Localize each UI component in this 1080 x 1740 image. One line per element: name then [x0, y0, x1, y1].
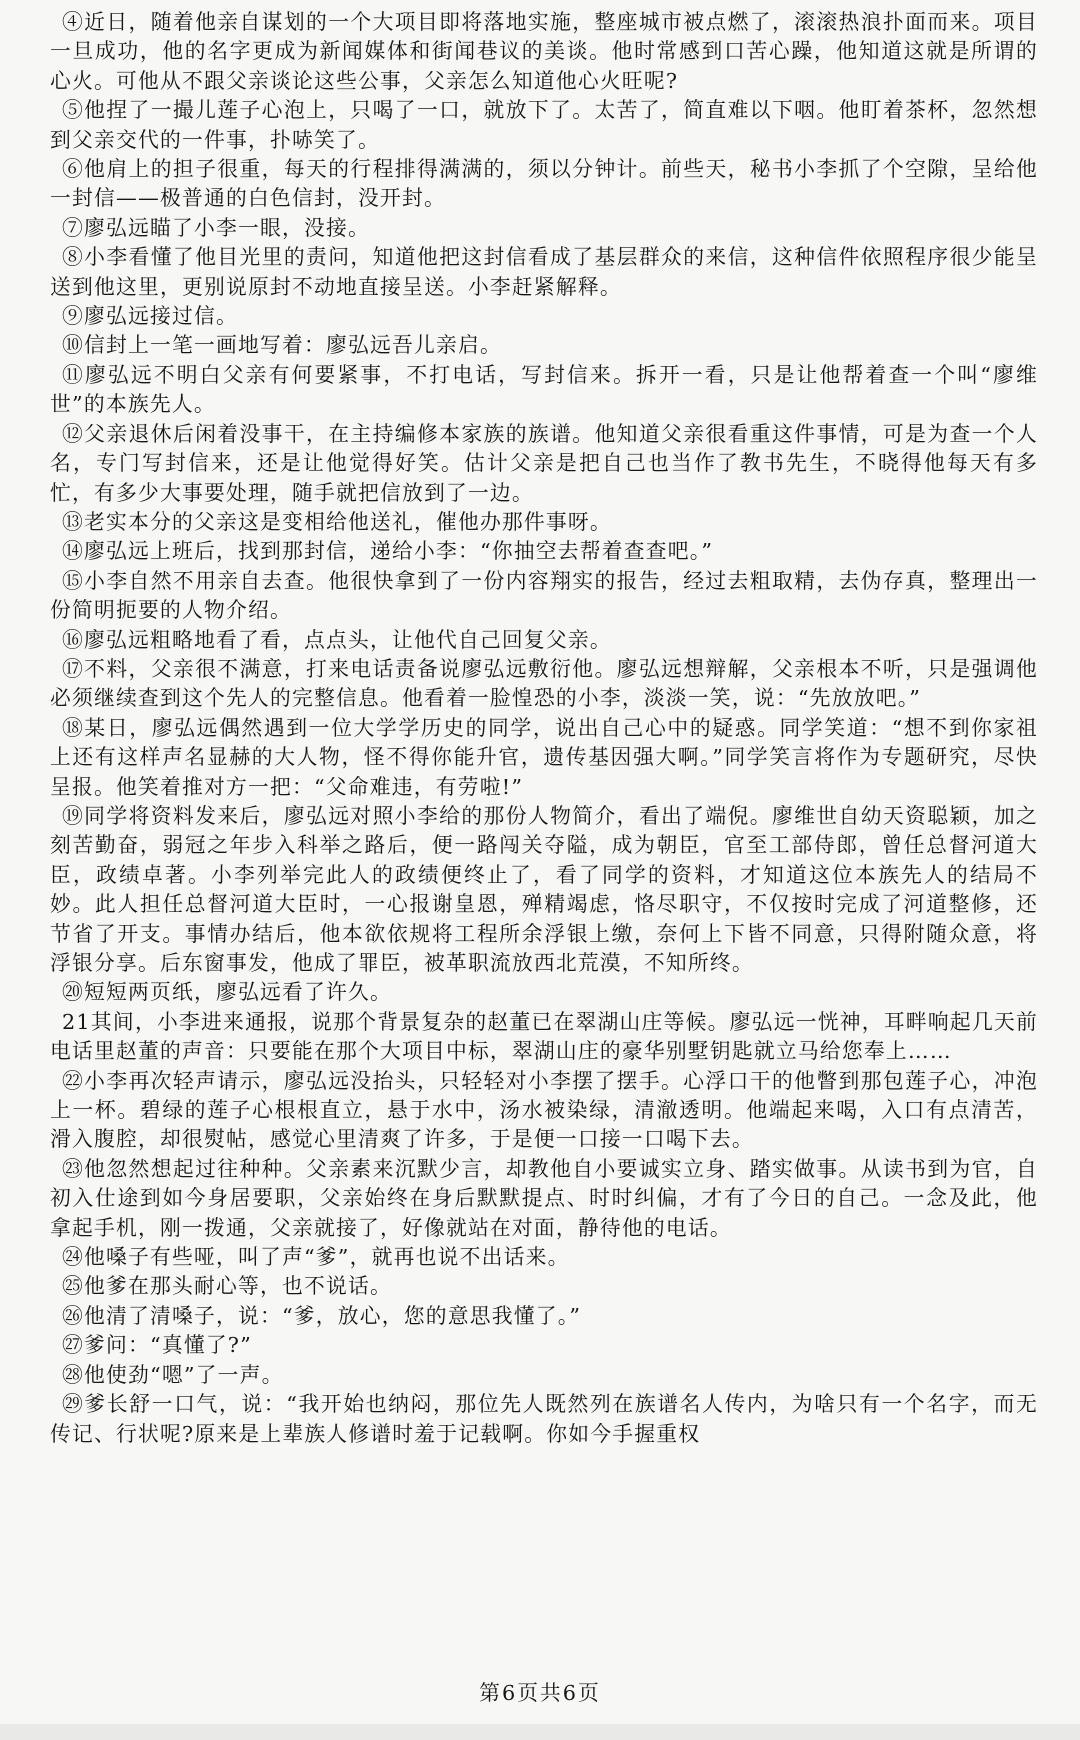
paragraph-24: ㉔他嗓子有些哑，叫了声“爹”，就再也说不出话来。 — [62, 1245, 570, 1270]
paragraph-21: 21其间，小李进来通报，说那个背景复杂的赵董已在翠湖山庄等候。廖弘远一恍神，耳畔响起几天前电话里赵董的声音：只要能在那个大项目中标，翠湖山庄的豪华别墅钥匙就立马给您奉上…… — [50, 1009, 1038, 1064]
page-number-footer: 第6页共6页 — [479, 1681, 601, 1705]
paragraph-23: ㉓他忽然想起过往种种。父亲素来沉默少言，却教他自小要诚实立身、踏实做事。从读书到为官，自初入仕途到如今身居要职，父亲始终在身后默默提点、时时纠偏，才有了今日的自己。一念及此，他拿起手机，刚一拨通，父亲就接了，好像就站在对面，静待他的电话。 — [50, 1156, 1038, 1240]
scan-edge — [0, 1724, 1080, 1740]
paragraph-18: ⑱某日，廖弘远偶然遇到一位大学学历史的同学，说出自己心中的疑惑。同学笑道：“想不到你家祖上还有这样声名显赫的大人物，怪不得你能升官，遗传基因强大啊。”同学笑言将作为专题研究，尽快呈报。他笑着推对方一把：“父命难违，有劳啦!” — [50, 715, 1038, 799]
paragraph-08: ⑧小李看懂了他目光里的责问，知道他把这封信看成了基层群众的来信，这种信件依照程序很少能呈送到他这里，更别说原封不动地直接呈送。小李赶紧解释。 — [50, 245, 1038, 299]
paragraph-11: ⑪廖弘远不明白父亲有何要紧事，不打电话，写封信来。拆开一看，只是让他帮着查一个叫“廖维世”的本族先人。 — [50, 362, 1038, 417]
paragraph-12: ⑫父亲退休后闲着没事干，在主持编修本家族的族谱。他知道父亲很看重这件事情，可是为查一个人名，专门写封信来，还是让他觉得好笑。估计父亲是把自己也当作了教书先生，不晓得他每天有多忙，有多少大事要处理，随手就把信放到了一边。 — [50, 421, 1038, 505]
paragraph-10: ⑩信封上一笔一画地写着：廖弘远吾儿亲启。 — [62, 333, 502, 358]
paragraph-15: ⑮小李自然不用亲自去查。他很快拿到了一份内容翔实的报告，经过去粗取精，去伪存真，整理出一份简明扼要的人物介绍。 — [50, 568, 1038, 623]
paragraph-25: ㉕他爹在那头耐心等，也不说话。 — [62, 1274, 392, 1299]
paragraph-05: ⑤他捏了一撮儿莲子心泡上，只喝了一口，就放下了。太苦了，简直难以下咽。他盯着茶杯，忽然想到父亲交代的一件事，扑哧笑了。 — [50, 98, 1038, 152]
paragraph-28: ㉘他使劲“嗯”了一声。 — [62, 1362, 284, 1387]
paragraph-17: ⑰不料，父亲很不满意，打来电话责备说廖弘远敷衍他。廖弘远想辩解，父亲根本不听，只是强调他必须继续查到这个先人的完整信息。他看着一脸惶恐的小李，淡淡一笑，说：“先放放吧。” — [50, 656, 1038, 711]
paragraph-20: ⑳短短两页纸，廖弘远看了许久。 — [62, 980, 392, 1005]
paragraph-13: ⑬老实本分的父亲这是变相给他送礼，催他办那件事呀。 — [62, 509, 612, 534]
paragraph-06: ⑥他肩上的担子很重，每天的行程排得满满的，须以分钟计。前些天，秘书小李抓了个空隙，呈给他一封信——极普通的白色信封，没开封。 — [50, 157, 1038, 211]
paragraph-22: ㉒小李再次轻声请示，廖弘远没抬头，只轻轻对小李摆了摆手。心浮口干的他瞥到那包莲子心，冲泡上一杯。碧绿的莲子心根根直立，悬于水中，汤水被染绿，清澈透明。他端起来喝，入口有点清苦，滑入腹腔，却很熨帖，感觉心里清爽了许多，于是便一口接一口喝下去。 — [50, 1068, 1038, 1152]
paragraph-19: ⑲同学将资料发来后，廖弘远对照小李给的那份人物简介，看出了端倪。廖维世自幼天资聪颖，加之刻苦勤奋，弱冠之年步入科举之路后，便一路闯关夺隘，成为朝臣，官至工部侍郎，曾任总督河道大臣，政绩卓著。小李列举完此人的政绩便终止了，看了同学的资料，才知道这位本族先人的结局不妙。此人担任总督河道大臣时，一心报谢皇恩，殚精竭虑，恪尽职守，不仅按时完成了河道整修，还节省了开支。事情办结后，他本欲依规将工程所余浮银上缴，奈何上下皆不同意，只得附随众意，将浮银分享。后东窗事发，他成了罪臣，被革职流放西北荒漠，不知所终。 — [50, 803, 1038, 975]
paragraph-27: ㉗爹问：“真懂了?” — [62, 1333, 252, 1358]
paragraph-29: ㉙爹长舒一口气，说：“我开始也纳闷，那位先人既然列在族谱名人传内，为啥只有一个名字，而无传记、行状呢?原来是上辈族人修谱时羞于记载啊。你如今手握重权 — [50, 1392, 1038, 1446]
paragraph-07: ⑦廖弘远瞄了小李一眼，没接。 — [62, 215, 370, 240]
paragraph-14: ⑭廖弘远上班后，找到那封信，递给小李：“你抽空去帮着查查吧。” — [62, 539, 714, 564]
paragraph-26: ㉖他清了清嗓子，说：“爹，放心，您的意思我懂了。” — [62, 1303, 582, 1328]
paragraph-09: ⑨廖弘远接过信。 — [62, 304, 238, 329]
document-page — [50, 8, 1038, 1449]
paragraph-04: ④近日，随着他亲自谋划的一个大项目即将落地实施，整座城市被点燃了，滚滚热浪扑面而来。项目一旦成功，他的名字更成为新闻媒体和街闻巷议的美谈。他时常感到口苦心躁，他知道这就是所谓的心火。可他从不跟父亲谈论这些公事，父亲怎么知道他心火旺呢? — [50, 10, 1038, 93]
paragraph-16: ⑯廖弘远粗略地看了看，点点头，让他代自己回复父亲。 — [62, 627, 612, 652]
